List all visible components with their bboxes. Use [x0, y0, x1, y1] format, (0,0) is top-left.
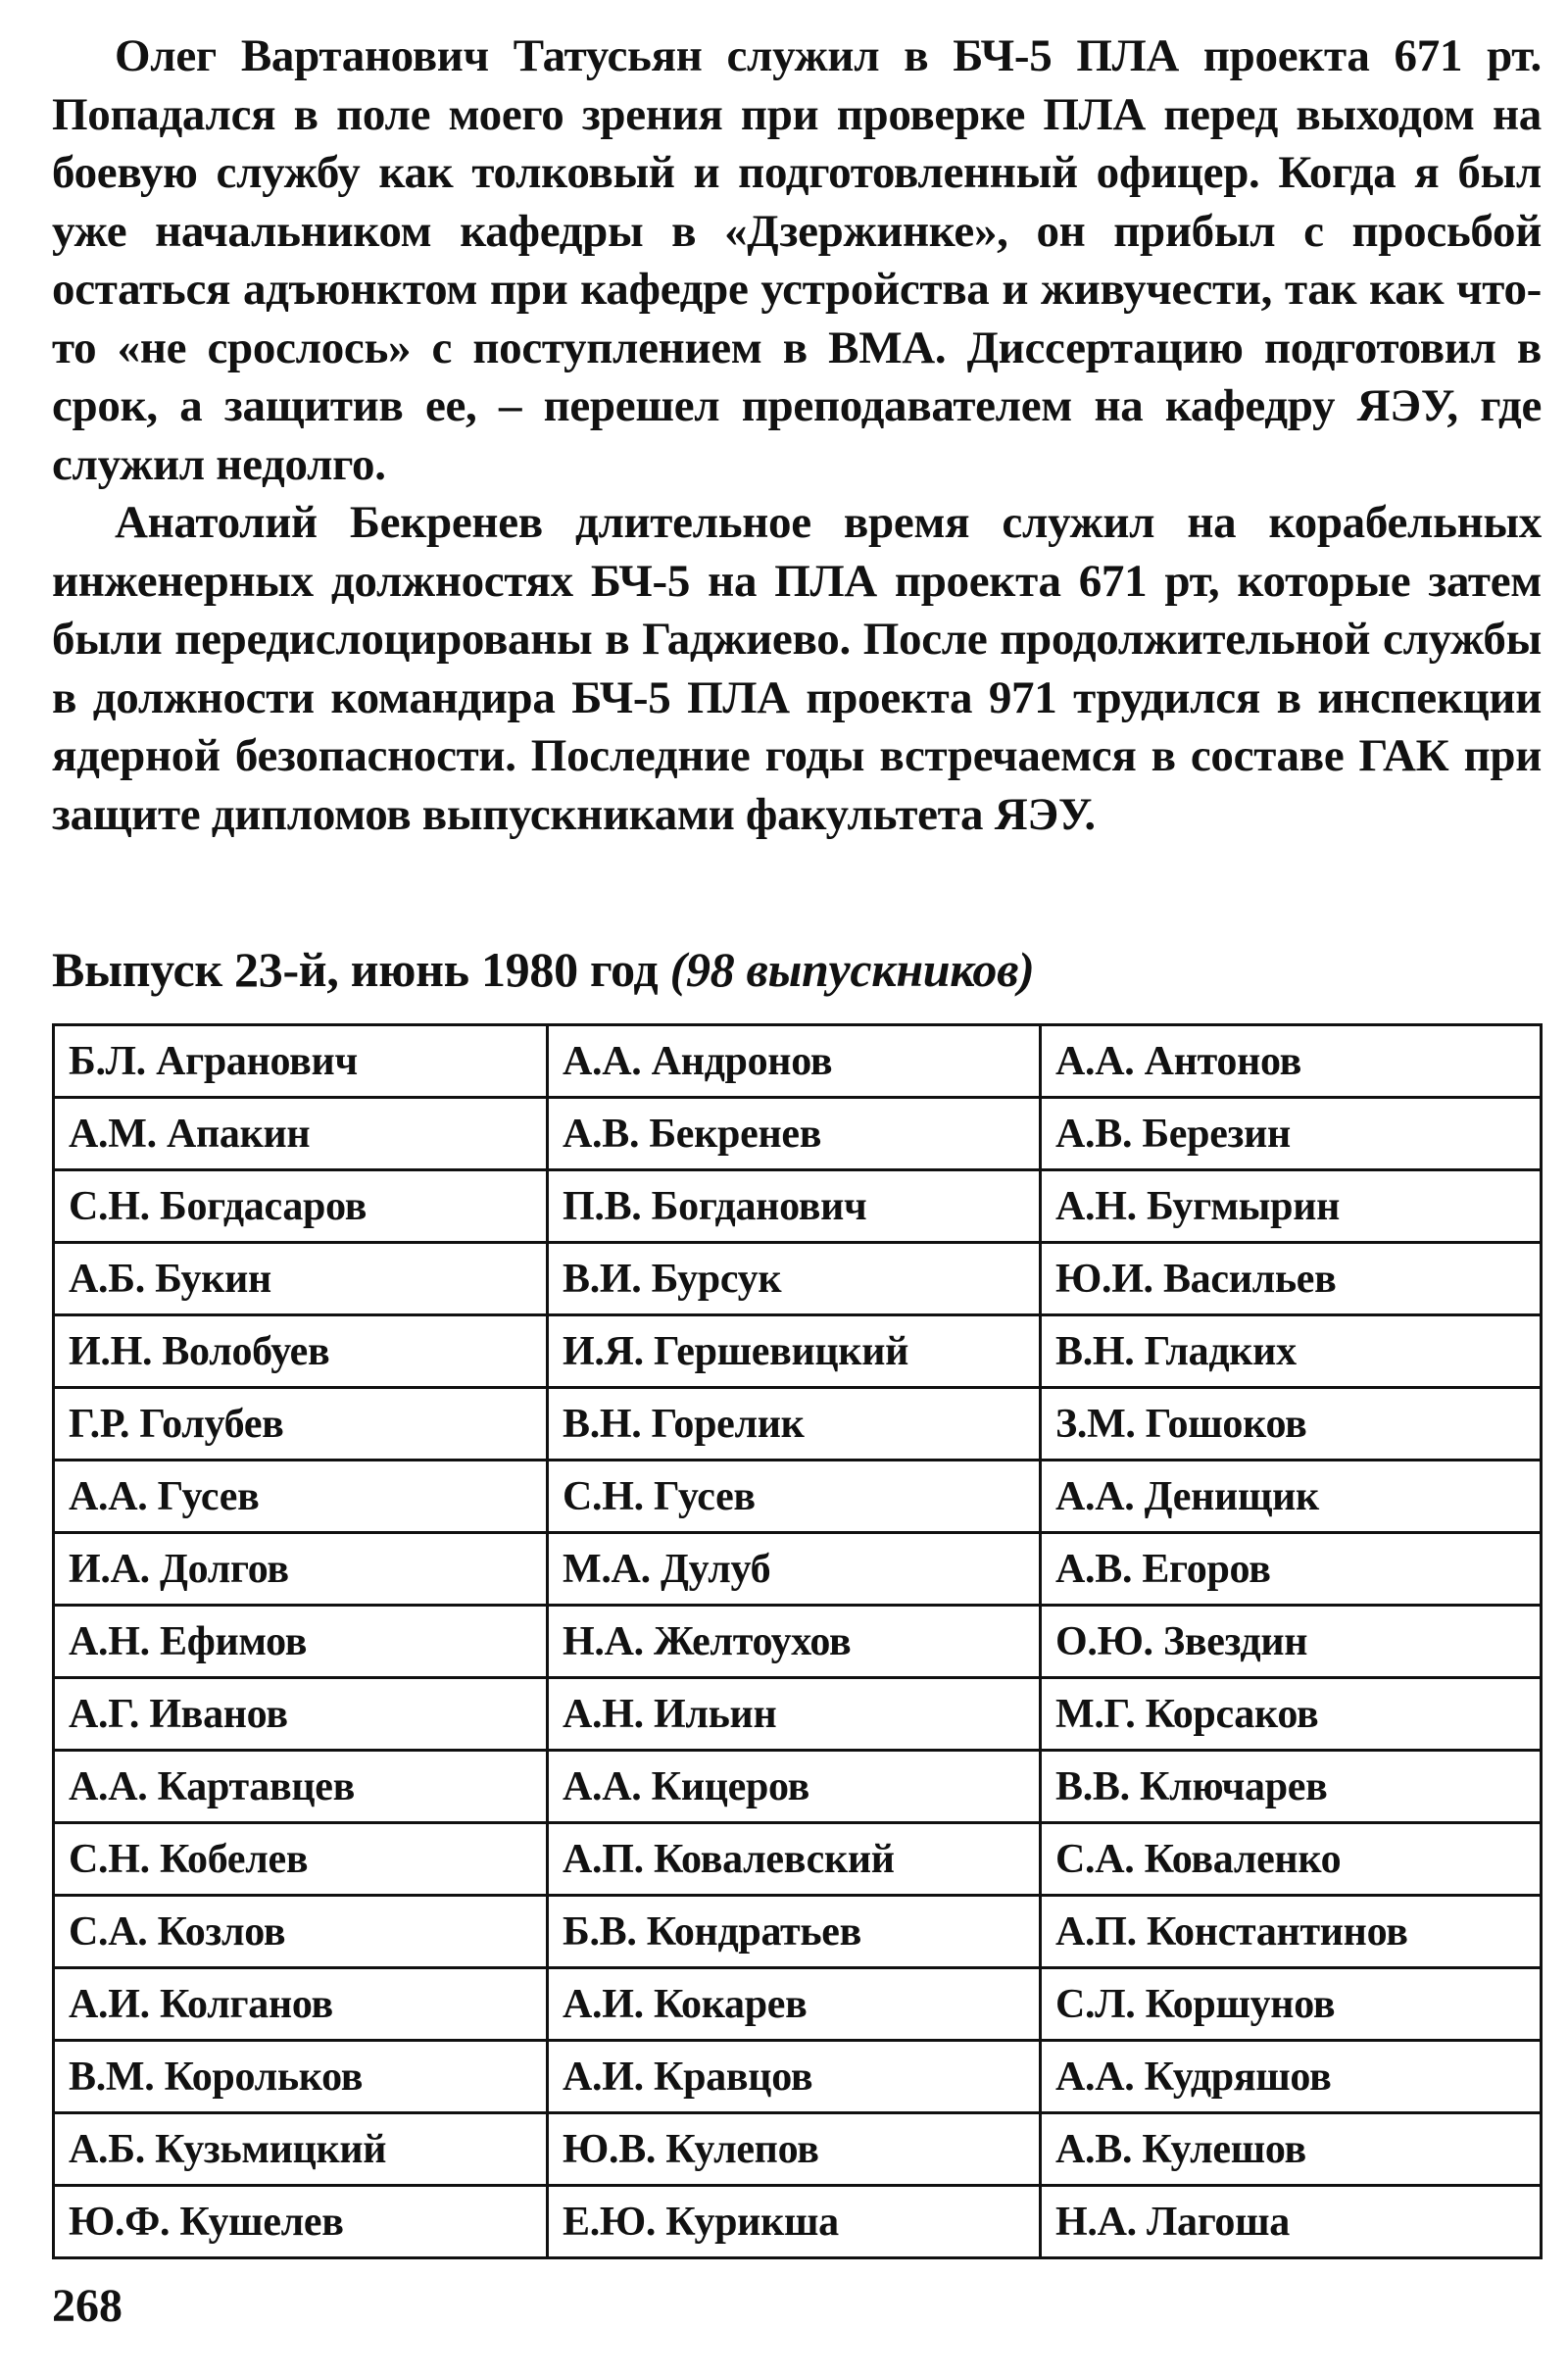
graduate-name-cell: А.Н. Бугмырин [1041, 1170, 1542, 1243]
graduate-name-cell: А.В. Кулешов [1041, 2113, 1542, 2186]
graduate-name-cell: А.Н. Ефимов [54, 1606, 548, 1678]
graduate-name-cell: А.П. Ковалевский [548, 1823, 1041, 1896]
graduate-name-cell: З.М. Гошоков [1041, 1388, 1542, 1461]
graduate-name-cell: О.Ю. Звездин [1041, 1606, 1542, 1678]
body-text [52, 27, 1542, 844]
graduate-name-cell: А.А. Кицеров [548, 1751, 1041, 1823]
graduate-name-cell: С.А. Коваленко [1041, 1823, 1542, 1896]
graduate-name-cell: Ю.И. Васильев [1041, 1243, 1542, 1315]
graduate-name-cell: А.В. Бекренев [548, 1098, 1041, 1170]
graduate-name-cell: Н.А. Лагоша [1041, 2186, 1542, 2258]
graduate-name-cell: В.М. Корольков [54, 2041, 548, 2113]
graduate-name-cell: С.Н. Богдасаров [54, 1170, 548, 1243]
table-row [54, 1823, 1542, 1896]
table-row [54, 1606, 1542, 1678]
graduate-name-cell: С.Л. Коршунов [1041, 1968, 1542, 2041]
graduate-name-cell: А.В. Егоров [1041, 1533, 1542, 1606]
graduate-name-cell: А.В. Березин [1041, 1098, 1542, 1170]
graduates-table [52, 1023, 1543, 2259]
section-heading [52, 941, 1035, 998]
table-row [54, 1388, 1542, 1461]
graduate-name-cell: А.А. Кудряшов [1041, 2041, 1542, 2113]
table-row [54, 1896, 1542, 1968]
graduates-table-body [54, 1025, 1542, 2258]
graduate-name-cell: Ю.В. Кулепов [548, 2113, 1041, 2186]
graduate-name-cell: И.Я. Гершевицкий [548, 1315, 1041, 1388]
section-title: Выпуск 23-й, июнь 1980 год [52, 942, 659, 997]
table-row [54, 1315, 1542, 1388]
graduate-name-cell: А.П. Константинов [1041, 1896, 1542, 1968]
paragraph-tatusyan: Олег Вартанович Татусьян служил в БЧ-5 ПЛА проекта 671 рт. Попадался в поле моего зрения при проверке ПЛА перед выходом на боевую службу как толковый и подготовленный офицер. Когда я был уже начальником кафедры в «Дзержинке», он прибыл с просьбой остаться адъюнктом при кафедре устройства и живучести, так как что-то «не срослось» с поступлением в ВМА. Диссертацию подготовил в срок, а защитив ее, – перешел преподавателем на кафедру ЯЭУ, где служил недолго. [52, 30, 1542, 490]
graduate-name-cell: А.М. Апакин [54, 1098, 548, 1170]
graduate-name-cell: А.А. Андронов [548, 1025, 1041, 1098]
graduate-name-cell: П.В. Богданович [548, 1170, 1041, 1243]
table-row [54, 1751, 1542, 1823]
table-row [54, 1461, 1542, 1533]
graduate-name-cell: С.Н. Гусев [548, 1461, 1041, 1533]
table-row [54, 1968, 1542, 2041]
graduate-name-cell: А.И. Кравцов [548, 2041, 1041, 2113]
graduate-name-cell: В.Н. Горелик [548, 1388, 1041, 1461]
table-row [54, 1243, 1542, 1315]
graduate-name-cell: В.В. Ключарев [1041, 1751, 1542, 1823]
graduate-name-cell: Б.Л. Агранович [54, 1025, 548, 1098]
table-row [54, 2041, 1542, 2113]
graduate-name-cell: А.А. Гусев [54, 1461, 548, 1533]
graduate-name-cell: Г.Р. Голубев [54, 1388, 548, 1461]
graduate-count: (98 выпускников) [669, 942, 1035, 997]
table-row [54, 1098, 1542, 1170]
graduate-name-cell: А.А. Антонов [1041, 1025, 1542, 1098]
graduate-name-cell: В.Н. Гладких [1041, 1315, 1542, 1388]
table-row [54, 2113, 1542, 2186]
graduate-name-cell: А.Б. Кузьмицкий [54, 2113, 548, 2186]
graduate-name-cell: Ю.Ф. Кушелев [54, 2186, 548, 2258]
page-number: 268 [52, 2280, 122, 2332]
paragraph-bekrenev: Анатолий Бекренев длительное время служил на корабельных инженерных должностях БЧ-5 на ПЛА проекта 671 рт, которые затем были передислоцированы в Гаджиево. После продолжительной службы в должности командира БЧ-5 ПЛА проекта 971 трудился в инспекции ядерной безопасности. Последние годы встречаемся в составе ГАК при защите дипломов выпускниками факультета ЯЭУ. [52, 497, 1542, 840]
graduate-name-cell: М.А. Дулуб [548, 1533, 1041, 1606]
table-row [54, 1025, 1542, 1098]
graduate-name-cell: С.Н. Кобелев [54, 1823, 548, 1896]
table-row [54, 2186, 1542, 2258]
graduate-name-cell: М.Г. Корсаков [1041, 1678, 1542, 1751]
table-row [54, 1533, 1542, 1606]
graduate-name-cell: Б.В. Кондратьев [548, 1896, 1041, 1968]
graduate-name-cell: А.Н. Ильин [548, 1678, 1041, 1751]
graduate-name-cell: А.А. Картавцев [54, 1751, 548, 1823]
graduate-name-cell: А.А. Денищик [1041, 1461, 1542, 1533]
table-row [54, 1170, 1542, 1243]
graduate-name-cell: Е.Ю. Курикша [548, 2186, 1041, 2258]
graduate-name-cell: И.А. Долгов [54, 1533, 548, 1606]
graduate-name-cell: А.И. Колганов [54, 1968, 548, 2041]
graduate-name-cell: А.Б. Букин [54, 1243, 548, 1315]
graduate-name-cell: С.А. Козлов [54, 1896, 548, 1968]
graduate-name-cell: А.И. Кокарев [548, 1968, 1041, 2041]
graduate-name-cell: А.Г. Иванов [54, 1678, 548, 1751]
table-row [54, 1678, 1542, 1751]
graduate-name-cell: И.Н. Волобуев [54, 1315, 548, 1388]
graduate-name-cell: Н.А. Желтоухов [548, 1606, 1041, 1678]
graduate-name-cell: В.И. Бурсук [548, 1243, 1041, 1315]
